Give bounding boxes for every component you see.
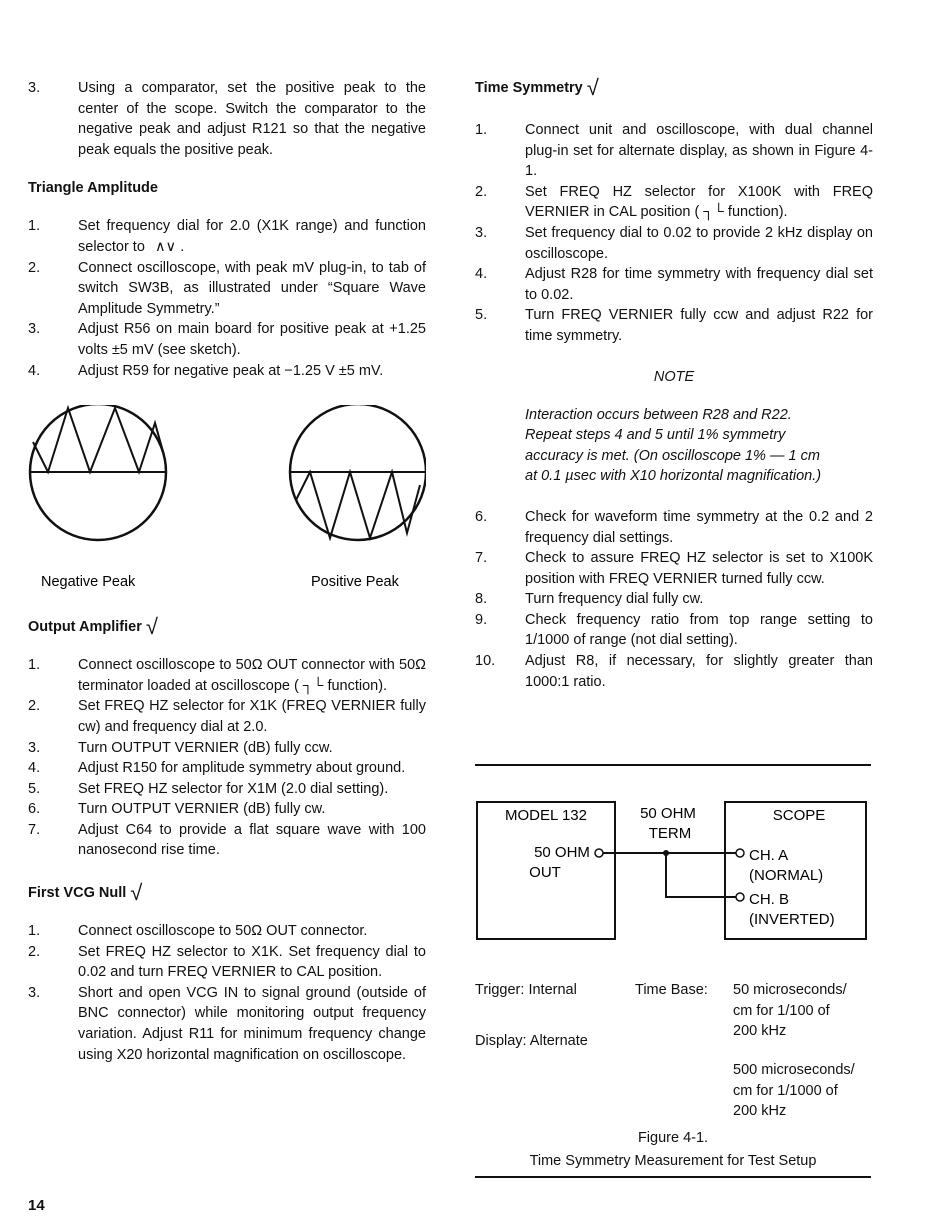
step-text: Connect unit and oscilloscope, with dual channel plug-in set for alternate display, as shown in Figure 4-1. [525, 122, 873, 180]
step-number: 1. [475, 122, 488, 138]
time-base-line: cm for 1/100 of [733, 1002, 830, 1019]
out-label-1: 50 OHM [534, 844, 590, 861]
step-number: 8. [475, 591, 488, 608]
ch-a-label: CH. A [749, 847, 789, 864]
ch-a-mode: (NORMAL) [749, 867, 824, 884]
output-steps [28, 655, 426, 861]
step-number: 10. [475, 653, 496, 670]
ch-a-connector-icon [736, 849, 744, 857]
step-number: 3. [475, 224, 488, 241]
intro-step [28, 78, 426, 160]
step-number: 6. [475, 508, 488, 525]
step-text: Connect oscilloscope, with peak mV plug-in, to tab of switch SW3B, as illustrated under “Square Wave Amplitude Symmetry.” [78, 259, 426, 317]
list-item [28, 696, 426, 737]
heading-text: First VCG Null [28, 885, 127, 902]
step-text: Set FREQ HZ selector for X100K with FREQ VERNIER in CAL position ( ┐└ function). [525, 183, 873, 221]
list-item [28, 921, 426, 942]
checkmark-icon: √ [586, 75, 599, 100]
vcg-steps [28, 921, 426, 1065]
list-item [475, 548, 873, 589]
heading-text: Output Amplifier [28, 619, 142, 636]
test-setup-diagram [475, 800, 871, 945]
step-number: 1. [28, 923, 41, 940]
step-number: 2. [475, 183, 488, 200]
right-column [475, 75, 873, 692]
display-setting: Display: Alternate [475, 1033, 588, 1049]
triangle-amplitude-heading: Triangle Amplitude [28, 180, 158, 197]
step-text: Set FREQ HZ selector for X1M (2.0 dial setting). [78, 780, 389, 797]
step-text: Set frequency dial to 0.02 to provide 2 kHz display on oscilloscope. [525, 224, 873, 262]
step-number: 4. [475, 266, 488, 283]
negative-peak-sketch [30, 405, 166, 540]
step-number: 4. [28, 362, 41, 379]
list-item [475, 507, 873, 548]
divider [475, 764, 871, 766]
step-number: 6. [28, 801, 41, 818]
time-base-option-2 [733, 1060, 855, 1122]
step-text: Adjust R59 for negative peak at −1.25 V ±5 mV. [78, 362, 384, 379]
list-item [28, 799, 426, 820]
list-item [475, 651, 873, 692]
page-number: 14 [28, 1197, 45, 1214]
step-text: Short and open VCG IN to signal ground (outside of BNC connector) while monitoring output frequency variation. Adjust R11 for minimum frequency change using X20 horizontal magnification on oscilloscope. [78, 984, 426, 1063]
list-item [475, 223, 873, 264]
ch-b-connector-icon [736, 893, 744, 901]
trigger-setting: Trigger: Internal [475, 982, 577, 998]
list-item [28, 738, 426, 759]
out-connector-icon [595, 849, 603, 857]
time-base-line: 500 microseconds/ [733, 1062, 855, 1078]
step-text: Using a comparator, set the positive peak to the center of the scope. Switch the comparator to the negative peak and adjust R121 so that the negative peak equals the positive peak. [78, 80, 426, 158]
ch-b-mode: (INVERTED) [749, 911, 835, 928]
list-item [28, 983, 426, 1065]
step-text: Set FREQ HZ selector to X1K. Set frequency dial to 0.02 and turn FREQ VERNIER to CAL position. [78, 943, 426, 981]
step-text: Adjust R150 for amplitude symmetry about ground. [78, 760, 406, 777]
step-text: Adjust R8, if necessary, for slightly greater than 1000:1 ratio. [525, 653, 873, 690]
list-item [28, 319, 426, 360]
time-base-line: cm for 1/1000 of [733, 1082, 838, 1099]
time-base-line: 50 microseconds/ [733, 982, 847, 998]
positive-peak-label: Positive Peak [311, 574, 399, 591]
step-number: 1. [28, 657, 41, 674]
positive-peak-sketch [290, 405, 426, 540]
step-number: 2. [28, 259, 41, 276]
step-text: Check to assure FREQ HZ selector is set to X100K position with FREQ VERNIER turned fully ccw. [525, 550, 873, 587]
triangle-steps [28, 216, 426, 381]
time-base-option-1 [733, 980, 847, 1042]
step-number: 5. [475, 307, 488, 324]
list-item [28, 779, 426, 800]
bottom-divider [475, 1176, 871, 1178]
negative-peak-label: Negative Peak [41, 574, 136, 591]
step-number: 5. [28, 780, 41, 797]
checkmark-icon: √ [145, 614, 158, 640]
step-text: Adjust C64 to provide a flat square wave with 100 nanosecond rise time. [78, 821, 426, 859]
figure-caption: Time Symmetry Measurement for Test Setup [529, 1153, 817, 1169]
step-number: 4. [28, 760, 41, 777]
note-text: Interaction occurs between R28 and R22. Repeat steps 4 and 5 until 1% symmetry accuracy is met. (On oscilloscope 1% — 1 cm at 0.1 µsec with X10 horizontal magnification.) [525, 406, 822, 485]
step-text: Turn OUTPUT VERNIER (dB) fully ccw. [78, 739, 333, 756]
out-label-2: OUT [529, 864, 561, 881]
time-symmetry-heading [475, 75, 873, 100]
list-item [28, 258, 426, 320]
list-item [28, 655, 426, 696]
step-number: 3. [28, 321, 41, 338]
step-number: 3. [28, 739, 41, 756]
step-text: Turn FREQ VERNIER fully ccw and adjust R22 for time symmetry. [525, 307, 873, 344]
list-item [28, 361, 426, 382]
first-vcg-null-heading [28, 880, 426, 906]
step-text: Adjust R56 on main board for positive peak at +1.25 volts ±5 mV (see sketch). [78, 321, 426, 358]
list-item [475, 589, 873, 610]
step-text: Set FREQ HZ selector for X1K (FREQ VERNIER fully cw) and frequency dial at 2.0. [78, 698, 426, 735]
list-item [28, 820, 426, 861]
term-label-1: 50 OHM [640, 805, 696, 822]
step-number: 7. [28, 821, 41, 838]
triangle-function-icon: ∧∨ . [154, 238, 185, 255]
note-title: NOTE [653, 368, 695, 385]
figure-number: Figure 4-1. [637, 1130, 709, 1146]
list-item [28, 216, 426, 257]
list-item [475, 264, 873, 305]
list-item [475, 305, 873, 346]
time-base-line: 200 kHz [733, 1023, 787, 1040]
model-label: MODEL 132 [505, 807, 587, 824]
step-number: 3. [28, 80, 41, 96]
step-text: Turn frequency dial fully cw. [525, 591, 704, 608]
time-base-line: 200 kHz [733, 1103, 787, 1120]
list-item [475, 182, 873, 223]
step-text: Check for waveform time symmetry at the 0.2 and 2 frequency dial settings. [525, 508, 873, 546]
term-label-2: TERM [648, 825, 692, 842]
checkmark-icon: √ [130, 880, 143, 906]
step-number: 7. [475, 550, 488, 567]
peak-sketches [28, 405, 426, 595]
left-column [28, 78, 426, 1065]
step-number: 2. [28, 943, 41, 960]
step-text: Adjust R28 for time symmetry with frequency dial set to 0.02. [525, 266, 873, 303]
step-text: Set frequency dial for 2.0 (X1K range) and function selector to [78, 218, 426, 255]
step-text: Connect oscilloscope to 50Ω OUT connector with 50Ω terminator loaded at oscilloscope ( ┐└ function). [78, 657, 426, 694]
ch-b-label: CH. B [749, 891, 790, 908]
heading-text: Time Symmetry [475, 80, 583, 96]
step-number: 3. [28, 984, 41, 1001]
list-item [28, 942, 426, 983]
list-item [475, 120, 873, 182]
step-number: 9. [475, 611, 488, 628]
list-item [475, 610, 873, 651]
time-symmetry-steps-continued [475, 507, 873, 692]
list-item [28, 758, 426, 779]
output-amplifier-heading [28, 614, 426, 640]
step-text: Check frequency ratio from top range setting to 1/1000 of range (not dial setting). [525, 611, 873, 649]
step-text: Turn OUTPUT VERNIER (dB) fully cw. [78, 801, 326, 818]
step-number: 2. [28, 698, 41, 715]
step-number: 1. [28, 218, 41, 235]
scope-label: SCOPE [772, 807, 826, 824]
time-base-label: Time Base: [635, 982, 708, 998]
time-symmetry-steps [475, 120, 873, 347]
step-text: Connect oscilloscope to 50Ω OUT connector. [78, 923, 368, 940]
